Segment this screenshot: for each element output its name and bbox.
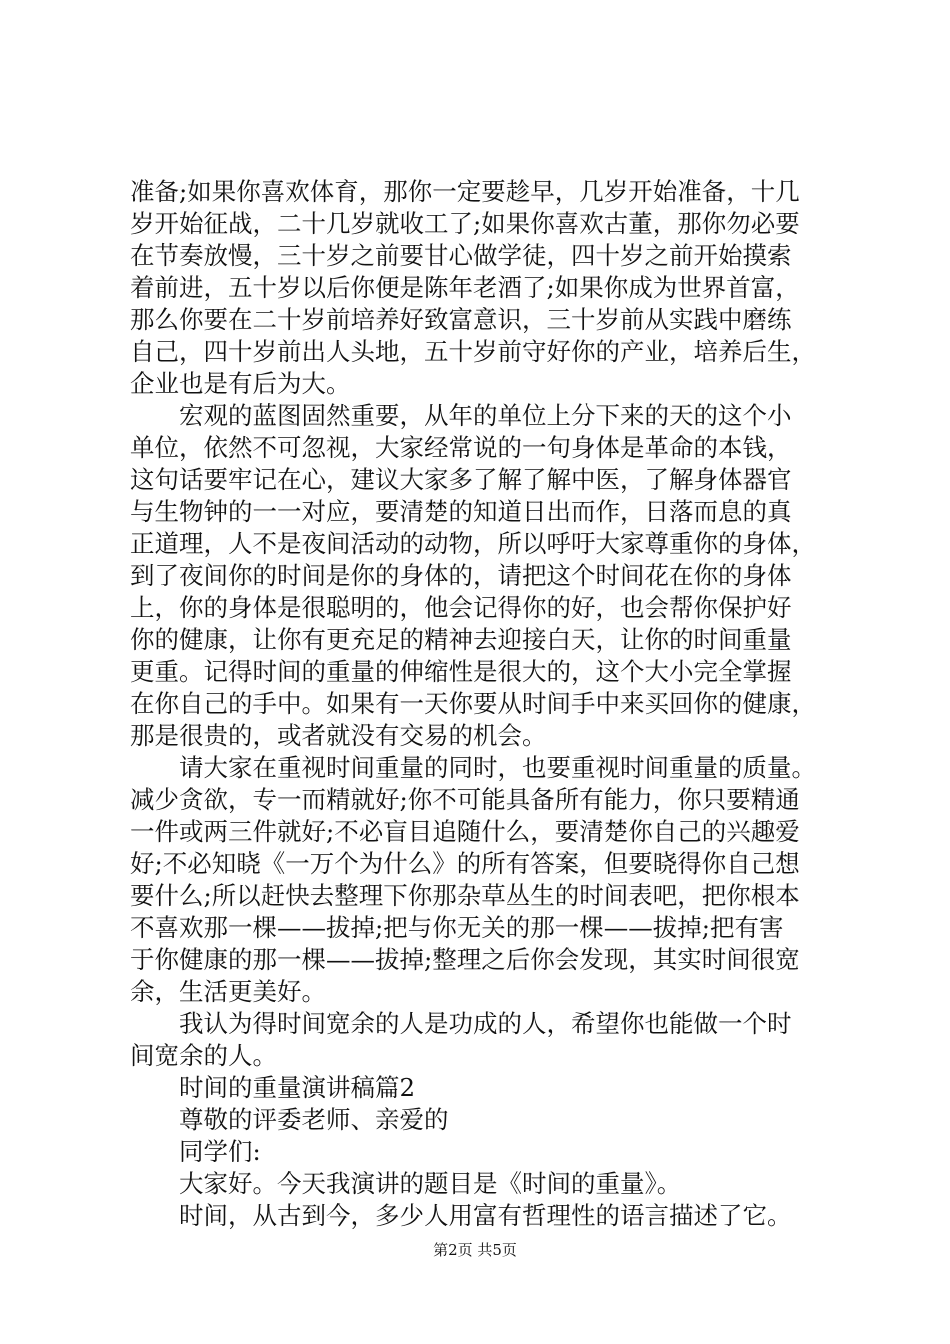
section-heading: 时间的重量演讲稿篇2 [130, 1073, 416, 1102]
body-text-line: 减少贪欲，专一而精就好;你不可能具备所有能力，你只要精通 [130, 785, 800, 814]
body-text-line: 正道理，人不是夜间活动的动物，所以呼吁大家尊重你的身体， [130, 529, 816, 558]
body-text-line: 岁开始征战，二十几岁就收工了;如果你喜欢古董，那你勿必要 [130, 209, 800, 238]
body-text-line: 余，生活更美好。 [130, 977, 326, 1006]
body-text-line: 我认为得时间宽余的人是功成的人，希望你也能做一个时 [130, 1009, 792, 1038]
body-text-line: 同学们: [130, 1137, 261, 1166]
body-text-line: 宏观的蓝图固然重要，从年的单位上分下来的天的这个小 [130, 401, 792, 430]
body-text-line: 着前进，五十岁以后你便是陈年老酒了;如果你成为世界首富， [130, 273, 800, 302]
body-text-line: 这句话要牢记在心，建议大家多了解了解中医，了解身体器官 [130, 465, 792, 494]
body-text-line: 你的健康，让你有更充足的精神去迎接白天，让你的时间重量 [130, 625, 792, 654]
body-text-line: 准备;如果你喜欢体育，那你一定要趁早，几岁开始准备，十几 [130, 177, 800, 206]
body-text-line: 于你健康的那一棵——拔掉;整理之后你会发现，其实时间很宽 [130, 945, 800, 974]
body-text-line: 尊敬的评委老师、亲爱的 [130, 1105, 449, 1134]
body-text-line: 在节奏放慢，三十岁之前要甘心做学徒，四十岁之前开始摸索 [130, 241, 792, 270]
body-text-line: 与生物钟的一一对应，要清楚的知道日出而作，日落而息的真 [130, 497, 792, 526]
body-text-line: 时间，从古到今，多少人用富有哲理性的语言描述了它。 [130, 1201, 792, 1230]
body-text-line: 大家好。今天我演讲的题目是《时间的重量》。 [130, 1169, 682, 1198]
body-text-line: 自己，四十岁前出人头地，五十岁前守好你的产业，培养后生， [130, 337, 816, 366]
body-text-line: 单位，依然不可忽视，大家经常说的一句身体是革命的本钱， [130, 433, 792, 462]
body-text-line: 更重。记得时间的重量的伸缩性是很大的，这个大小完全掌握 [130, 657, 792, 686]
body-text-line: 在你自己的手中。如果有一天你要从时间手中来买回你的健康， [130, 689, 816, 718]
body-text-line: 不喜欢那一棵——拔掉;把与你无关的那一棵——拔掉;把有害 [130, 913, 784, 942]
body-text-line: 到了夜间你的时间是你的身体的，请把这个时间花在你的身体 [130, 561, 792, 590]
body-text-line: 企业也是有后为大。 [130, 369, 351, 398]
body-text-line: 上，你的身体是很聪明的，他会记得你的好，也会帮你保护好 [130, 593, 792, 622]
body-text-line: 那是很贵的，或者就没有交易的机会。 [130, 721, 547, 750]
body-text-line: 要什么;所以赶快去整理下你那杂草丛生的时间表吧，把你根本 [130, 881, 800, 910]
body-text-line: 好;不必知晓《一万个为什么》的所有答案，但要晓得你自己想 [130, 849, 800, 878]
body-text-line: 请大家在重视时间重量的同时，也要重视时间重量的质量。 [130, 753, 816, 782]
body-text-line: 那么你要在二十岁前培养好致富意识，三十岁前从实践中磨练 [130, 305, 792, 334]
body-text-line: 间宽余的人。 [130, 1041, 277, 1070]
body-text-line: 一件或两三件就好;不必盲目追随什么，要清楚你自己的兴趣爱 [130, 817, 800, 846]
page-number-footer: 第2页 共5页 [433, 1241, 517, 1259]
